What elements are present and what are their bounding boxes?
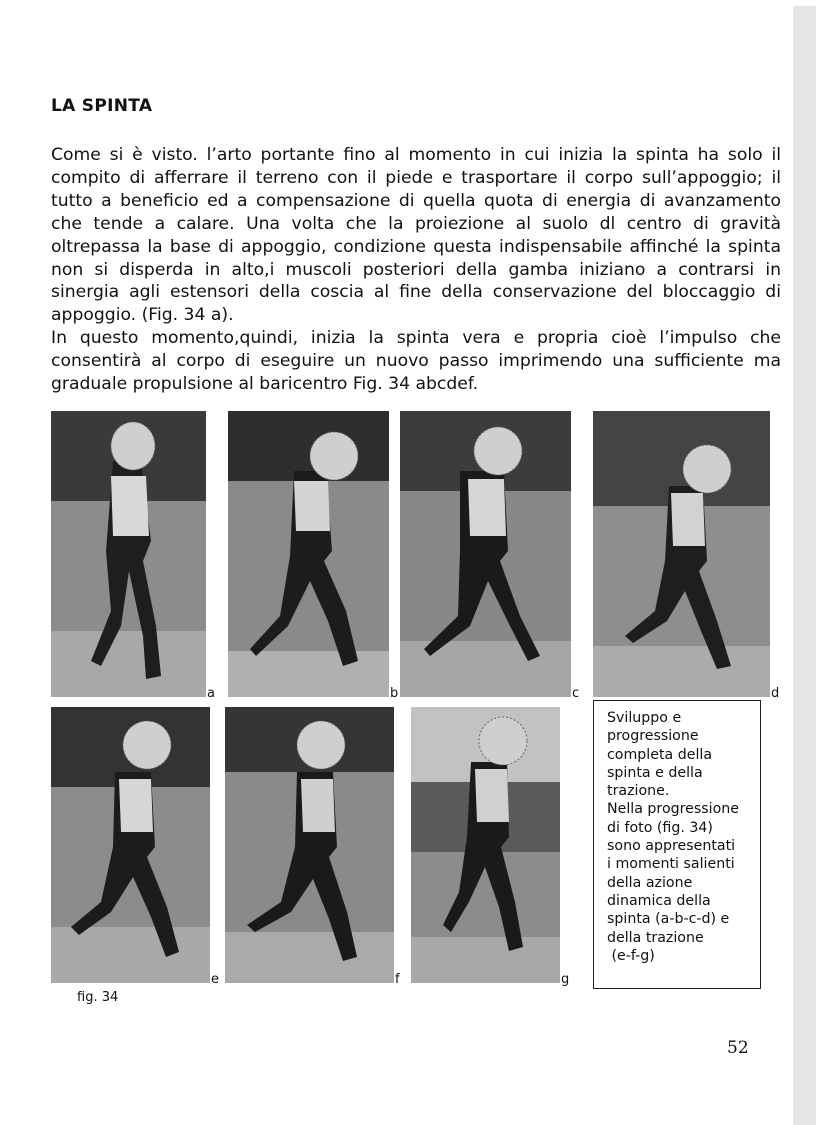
caption-line: trazione. — [607, 783, 670, 800]
caption-box — [593, 700, 761, 989]
section-heading: LA SPINTA — [51, 96, 153, 116]
photo-g — [411, 707, 560, 983]
photo-c — [400, 411, 571, 697]
caption-line: completa della — [607, 746, 713, 763]
photo-e — [51, 707, 210, 983]
photo-b — [228, 411, 389, 697]
caption-line: (e-f-g) — [607, 947, 655, 964]
photo-a — [51, 411, 206, 697]
caption-line: della trazione — [607, 929, 704, 946]
caption-line: Nella progressione — [607, 801, 740, 818]
caption-line: spinta (a-b-c-d) e — [607, 911, 730, 928]
page-edge-strip — [793, 6, 816, 1125]
caption-line: progressione — [607, 728, 699, 745]
body-text — [51, 144, 781, 396]
photo-label-e: e — [211, 972, 219, 987]
photo-f — [225, 707, 394, 983]
figure-label: fig. 34 — [77, 990, 119, 1005]
caption-line: Sviluppo e — [607, 710, 682, 726]
photo-label-f: f — [395, 972, 400, 987]
paragraph-2: In questo momento,quindi, inizia la spinta vera e propria cioè l’impulso che consentirà al corpo di eseguire un nuovo passo imprimendo una sufficiente ma graduale propulsione al baricentro Fig. 34 abcdef. — [51, 328, 781, 395]
caption-line: della azione — [607, 874, 693, 891]
photo-label-a: a — [207, 686, 215, 701]
caption-line: di foto (fig. 34) — [607, 819, 713, 836]
caption-line: spinta e della — [607, 764, 703, 781]
caption-line: i momenti salienti — [607, 856, 735, 873]
page-number: 52 — [727, 1038, 749, 1058]
photo-label-b: b — [390, 686, 399, 701]
paragraph-1: Come si è visto. l’arto portante fino al momento in cui inizia la spinta ha solo il compito di afferrare il terreno con il piede e trasportare il corpo sull’appoggio; il tutto a beneficio ed a compensazione di quella quota di energia di avanzamento che tende a calare. Una volta che la proiezione al suolo dl centro di gravità oltrepassa la base di appoggio, condizione questa indispensabile affinché la spinta non si disperda in alto,i muscoli posteriori della gamba iniziano a contrarsi in sinergia agli estensori della coscia al fine della conservazione del bloccaggio di appoggio. (Fig. 34 a). — [51, 145, 781, 326]
photo-label-d: d — [771, 686, 780, 701]
caption-line: dinamica della — [607, 892, 711, 909]
caption-line: sono appresentati — [607, 838, 736, 855]
photo-label-c: c — [572, 686, 580, 701]
photo-d — [593, 411, 770, 697]
photo-label-g: g — [561, 972, 570, 987]
